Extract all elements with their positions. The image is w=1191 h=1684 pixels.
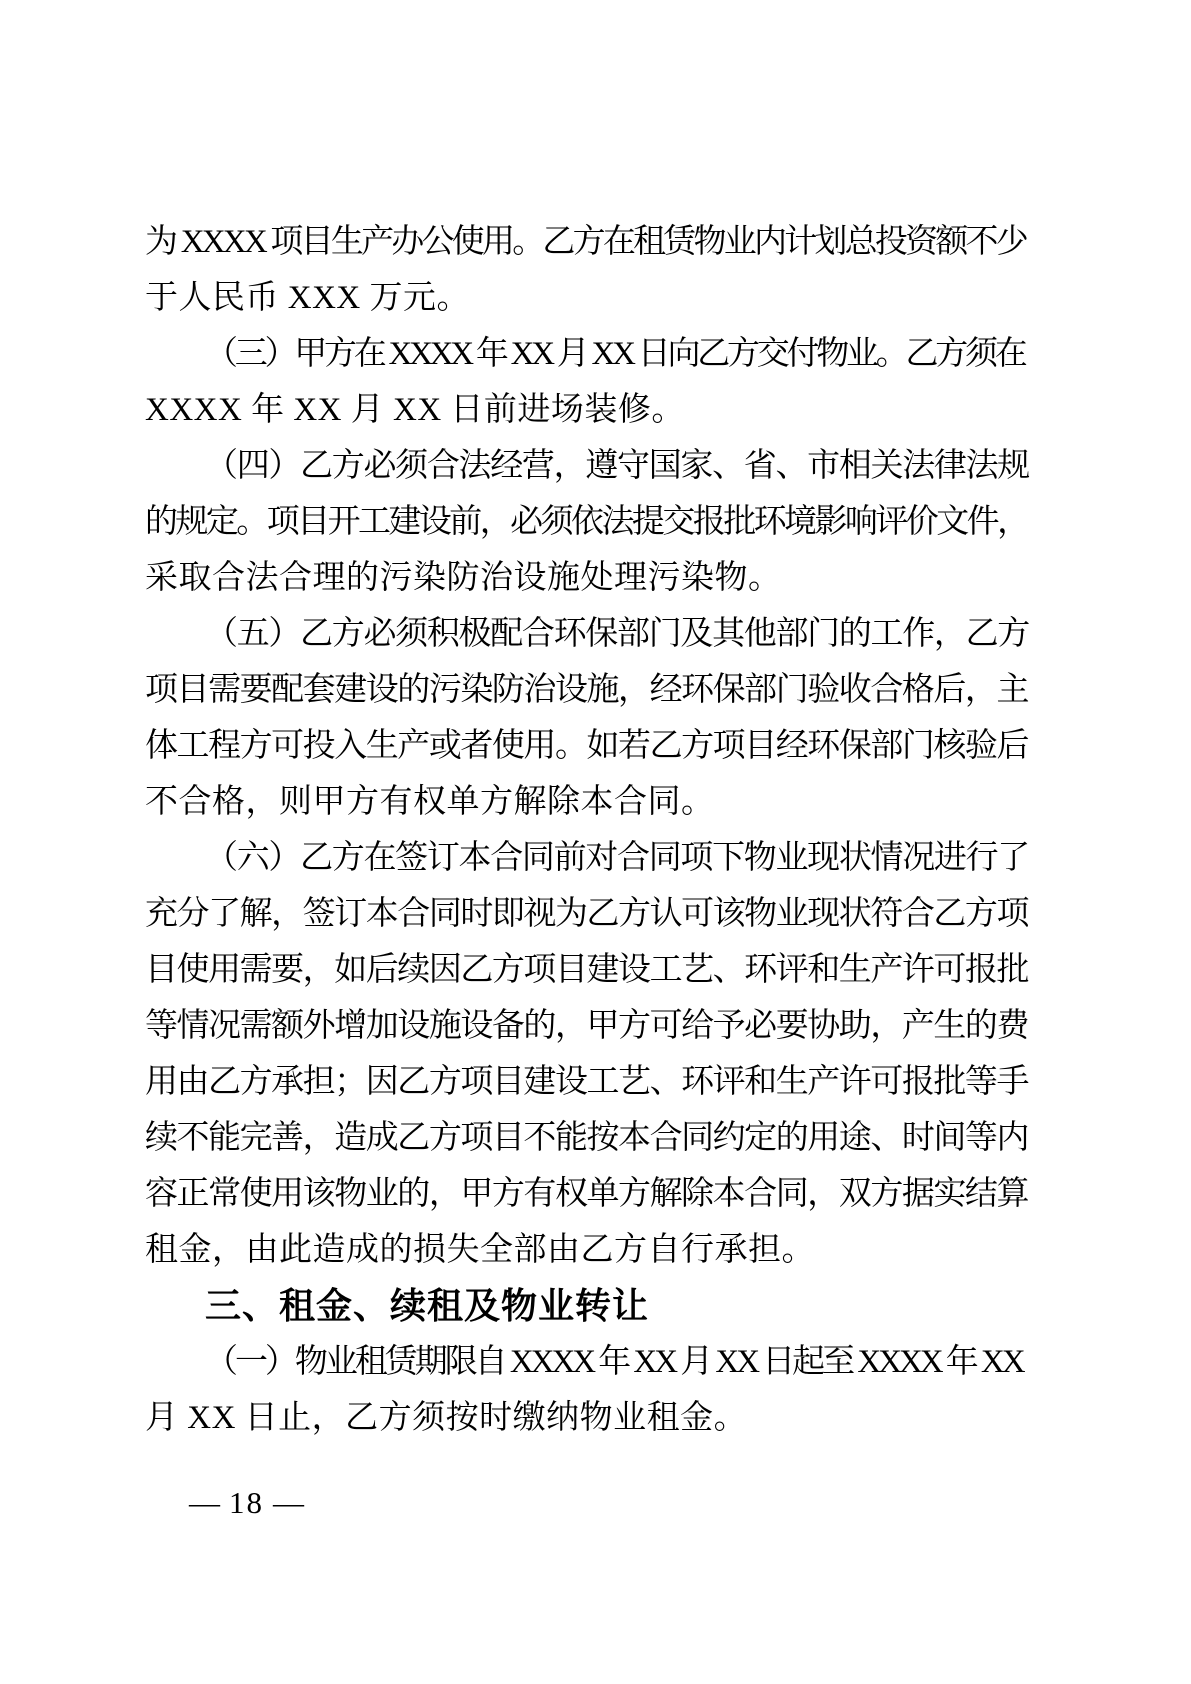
page-footer bbox=[189, 1483, 304, 1523]
text-line: 等情况需额外增加设施设备的，甲方可给予必要协助，产生的费 bbox=[145, 1008, 1029, 1044]
text-line: （一）物业租赁期限自 XXXX 年 XX 月 XX 日起至 XXXX 年 XX bbox=[205, 1344, 1023, 1380]
text-line: 体工程方可投入生产或者使用。如若乙方项目经环保部门核验后 bbox=[145, 728, 1029, 764]
text-line: （五）乙方必须积极配合环保部门及其他部门的工作，乙方 bbox=[205, 616, 1030, 652]
footer-dash-right: — bbox=[273, 1485, 304, 1520]
text-line: 用由乙方承担；因乙方项目建设工艺、环评和生产许可报批等手 bbox=[145, 1064, 1029, 1100]
text-line: 为 XXXX 项目生产办公使用。乙方在租赁物业内计划总投资额不少 bbox=[145, 224, 1026, 260]
text-line: 不合格，则甲方有权单方解除本合同。 bbox=[145, 784, 715, 820]
text-line: 于人民币 XXX 万元。 bbox=[145, 280, 470, 316]
text-line: 充分了解，签订本合同时即视为乙方认可该物业现状符合乙方项 bbox=[145, 896, 1029, 932]
text-line: 续不能完善，造成乙方项目不能按本合同约定的用途、时间等内 bbox=[145, 1120, 1029, 1156]
text-line: XXXX 年 XX 月 XX 日前进场装修。 bbox=[145, 392, 685, 428]
text-line: 采取合法合理的污染防治设施处理污染物。 bbox=[145, 560, 782, 596]
text-line: 容正常使用该物业的，甲方有权单方解除本合同，双方据实结算 bbox=[145, 1176, 1029, 1212]
text-line: 目使用需要，如后续因乙方项目建设工艺、环评和生产许可报批 bbox=[145, 952, 1029, 988]
text-line: （三）甲方在 XXXX 年 XX 月 XX 日向乙方交付物业。乙方须在 bbox=[205, 336, 1025, 372]
page-number: 18 bbox=[229, 1485, 264, 1520]
section-heading: 三、租金、续租及物业转让 bbox=[205, 1285, 650, 1326]
document-body bbox=[145, 214, 1042, 1446]
text-line: 的规定。项目开工建设前，必须依法提交报批环境影响评价文件， bbox=[145, 504, 1028, 540]
text-line: 租金，由此造成的损失全部由乙方自行承担。 bbox=[145, 1232, 815, 1268]
text-line: （六）乙方在签订本合同前对合同项下物业现状情况进行了 bbox=[205, 840, 1030, 876]
text-line: （四）乙方必须合法经营，遵守国家、省、市相关法律法规 bbox=[205, 448, 1030, 484]
text-line: 项目需要配套建设的污染防治设施，经环保部门验收合格后，主 bbox=[145, 672, 1029, 708]
footer-dash-left: — bbox=[189, 1485, 220, 1520]
text-line: 月 XX 日止，乙方须按时缴纳物业租金。 bbox=[145, 1400, 748, 1436]
